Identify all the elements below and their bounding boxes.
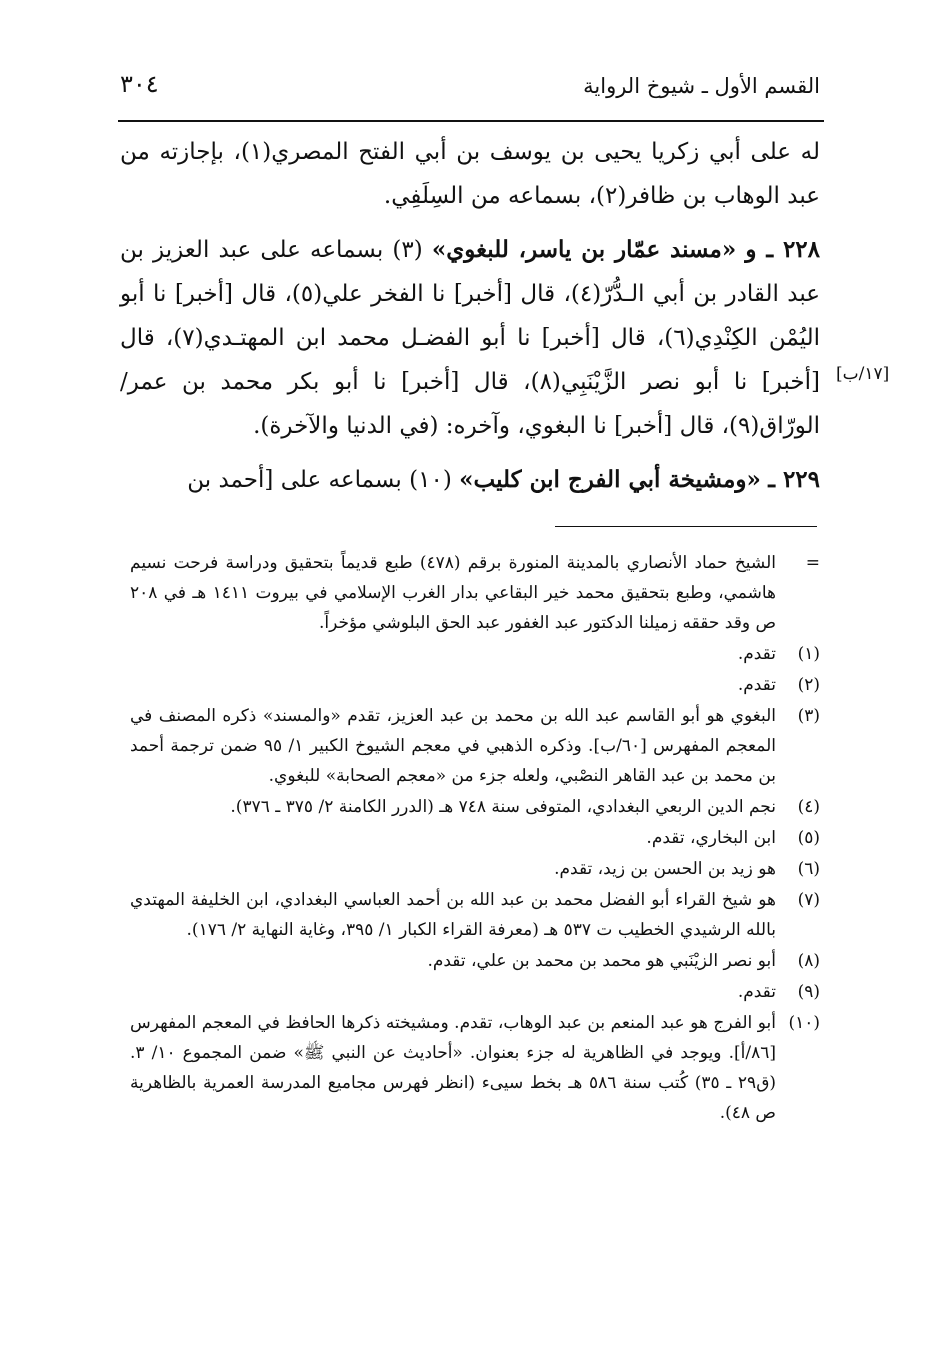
footnote-text: ابن البخاري، تقدم. (646, 828, 776, 848)
entry-228 (120, 228, 820, 448)
entry-text: (١٠) بسماعه على [أحمد بن (187, 467, 452, 493)
main-text (120, 130, 820, 512)
footnote (130, 792, 820, 822)
footnote-number: (١) (797, 644, 820, 664)
footnote-number: (٤) (797, 797, 820, 817)
footnote (130, 701, 820, 791)
footnote (130, 977, 820, 1007)
footnote (130, 823, 820, 853)
entry-title: «مسند عمّار بن ياسر، للبغوي» (431, 236, 737, 263)
footnote (130, 854, 820, 884)
footnote-text: هو شيخ القراء أبو الفضل محمد بن عبد الله بن أحمد العباسي البغدادي، ابن الخليفة المهتدي بالله الرشيدي الخطيب ت ٥٣٧ هـ (معرفة القراء الكبار ١/ ٣٩٥، وغاية النهاية ٢/ ١٧٦). (130, 890, 776, 940)
entry-text: (٣) بسماعه على عبد العزيز بن عبد القادر بن أبي الـدُّرّ(٤)، قال [أخبر] نا الفخر علي(٥)، قال [أخبر] نا أبو اليُمْن الكِنْدِي(٦)، قال [أخبر] نا أبو الفضـل محمد ابن المهتـدي(٧)، قال [أخبر] نا أبو نصر الزَّيْنَبِي(٨)، قال [أخبر] نا أبو بكر محمد بن عمر/ الورّاق(٩)، قال [أخبر] نا البغوي، وآخره: (في الدنيا والآخرة). (120, 237, 820, 439)
footnote-number: (٦) (797, 859, 820, 879)
footnote-number: (٥) (797, 828, 820, 848)
running-header (120, 62, 820, 118)
entry-number: ٢٢٨ ـ و (745, 236, 821, 263)
footnote-text: تقدم. (737, 982, 776, 1002)
page-number: ٣٠٤ (120, 70, 159, 98)
entry-title: «ومشيخة أبي الفرج ابن كليب» (459, 466, 761, 493)
footnote-number: (٨) (797, 951, 820, 971)
footnote-text: نجم الدين الربعي البغدادي، المتوفى سنة ٧٤٨ هـ (الدرر الكامنة ٢/ ٣٧٥ ـ ٣٧٦). (230, 797, 776, 817)
footnote-text: أبو الفرج هو عبد المنعم بن عبد الوهاب، تقدم. ومشيخته ذكرها الحافظ في المعجم المفهرس [٨٦/أ]. ويوجد في الظاهرية له جزء بعنوان. «أحاديث عن النبي ﷺ» ضمن المجموع ١٠/ ٣. (ق٢٩ ـ ٣٥) كُتب سنة ٥٨٦ هـ بخط سيىء (انظر فهرس مجاميع المدرسة العمرية بالظاهرية ص ٤٨). (130, 1013, 777, 1123)
footnote-text: أبو نصر الزيْنَبي هو محمد بن محمد بن علي، تقدم. (427, 951, 776, 971)
section-title: القسم الأول ـ شيوخ الرواية (583, 74, 820, 98)
footnote-rule (555, 526, 817, 527)
entry-number: ٢٢٩ ـ (768, 466, 820, 493)
margin-folio-reference: [١٧/ب] (836, 364, 890, 384)
footnote (130, 885, 820, 945)
header-rule (118, 120, 824, 122)
footnote-text: هو زيد بن الحسن بن زيد، تقدم. (554, 859, 776, 879)
footnote-number: (٣) (797, 706, 820, 726)
footnote (130, 1008, 820, 1128)
footnote-number: = (805, 553, 820, 573)
footnote (130, 639, 820, 669)
footnote (130, 548, 820, 638)
footnote-text: الشيخ حماد الأنصاري بالمدينة المنورة برقم (٤٧٨) طبع قديماً بتحقيق ودراسة فرحت نسيم هاشمي، وطبع بتحقيق محمد خير البقاعي بدار الغرب الإسلامي في بيروت ١٤١١ هـ في ٢٠٨ ص وقد حققه زميلنا الدكتور عبد الغفور عبد الحق البلوشي مؤخراً. (130, 553, 776, 633)
footnote-number: (٢) (797, 675, 820, 695)
footnotes (130, 548, 820, 1129)
footnote-text: البغوي هو أبو القاسم عبد الله بن محمد بن عبد العزيز، تقدم «والمسند» ذكره المصنف في المعجم المفهرس [٦٠/ب]. وذكره الذهبي في معجم الشيوخ الكبير ١/ ٩٥ ضمن ترجمة أحمد بن محمد بن عبد القاهر النصْبي، ولعله جزء من «معجم الصحابة» للبغوي. (130, 706, 776, 786)
footnote-number: (٧) (797, 890, 820, 910)
footnote-text: تقدم. (737, 675, 776, 695)
footnote-number: (٩) (797, 982, 820, 1002)
footnote-number: (١٠) (788, 1013, 820, 1033)
paragraph-continuation: له على أبي زكريا يحيى بن يوسف بن أبي الفتح المصري(١)، بإجازته من عبد الوهاب بن ظافر(٢)، بسماعه من السِلَفِي. (120, 139, 820, 209)
footnote (130, 946, 820, 976)
footnote (130, 670, 820, 700)
entry-229 (120, 458, 820, 502)
footnote-text: تقدم. (737, 644, 776, 664)
